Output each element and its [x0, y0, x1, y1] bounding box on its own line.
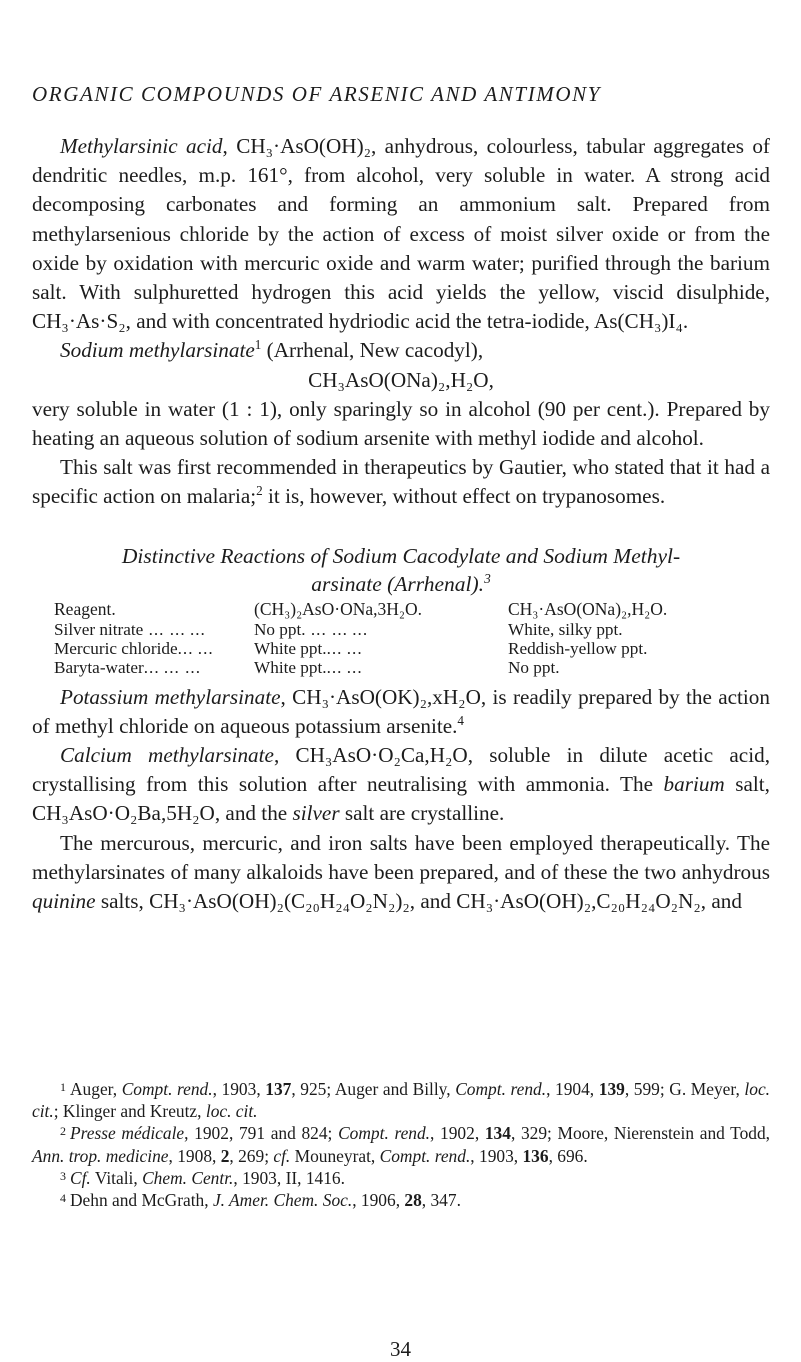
- paragraph-alkaloid-salts: [32, 829, 770, 917]
- table-row: [32, 639, 770, 658]
- body-text: [32, 132, 770, 916]
- table-cell: Baryta-water... ... ...: [54, 657, 201, 677]
- footnote: [32, 1189, 770, 1211]
- table-row: [32, 658, 770, 677]
- table-header-row: [32, 600, 770, 620]
- footnote-text: , 1906,: [352, 1190, 405, 1211]
- footnote-text: Mouneyrat,: [290, 1145, 380, 1166]
- salt-name: barium: [663, 772, 725, 797]
- paragraph-text: This salt was first recommended in therapeutics by Gautier, who stated that it had a specific action on malaria;: [32, 455, 770, 509]
- volume-number: 2: [220, 1145, 230, 1166]
- volume-number: 134: [484, 1123, 511, 1144]
- footnote: [32, 1122, 770, 1166]
- footnote-text: , 1903,: [212, 1079, 266, 1099]
- paragraph-text: salts, CH₃·AsO(OH)₂(C₂₀H₂₄O₂N₂)₂, and CH₃·AsO(OH)₂,C₂₀H₂₄O₂N₂, and: [95, 889, 742, 914]
- paragraph-methylarsinic-acid: [32, 132, 770, 336]
- citation-title: Cf.: [70, 1167, 91, 1188]
- paragraph-potassium-methylarsinate: [32, 683, 770, 741]
- citation-title: Compt. rend.: [455, 1079, 547, 1099]
- footnote-text: , 329; Moore, Nierenstein and Todd,: [510, 1123, 771, 1144]
- compound-name: Potassium methylarsinate: [60, 684, 281, 709]
- footnote-text: Vitali,: [90, 1167, 143, 1188]
- citation-title: Chem. Centr.: [142, 1167, 234, 1188]
- footnote-text: , 1902, 791 and 824;: [184, 1123, 339, 1144]
- footnote-text: , 925; Auger and Billy,: [291, 1079, 456, 1099]
- table-cell: Mercuric chloride... ...: [54, 638, 214, 658]
- paragraph-solubility: very soluble in water (1 : 1), only sparingly so in alcohol (90 per cent.). Prepared by heating an aqueous solution of sodium arsenite with methyl iodide and alcohol.: [32, 396, 770, 451]
- compound-name: Methylarsinic acid: [60, 134, 223, 158]
- footnote-text: , 347.: [421, 1190, 461, 1211]
- citation-title: Compt. rend.: [338, 1123, 431, 1144]
- paragraph-text: , CH₃·AsO(OH)₂, anhydrous, colourless, tabular aggregates of dendritic needles, m.p. 161°, from alcohol, very soluble in water. A strong acid decomposing carbonates and forming an ammonium salt. Prepared from methylarsenious chloride by the action of excess of moist silver oxide or from the oxide by oxidation with mercuric oxide and warm water; purified through the barium salt. With sulphuretted hydrogen this acid yields the yellow, viscid disulphide, CH₃·As·S₂, and with concentrated hydriodic acid the tetra-iodide, As(CH₃)I₄.: [32, 134, 770, 334]
- citation-title: loc. cit.: [205, 1101, 258, 1122]
- footnote-text: , 599; G. Meyer,: [624, 1079, 745, 1099]
- paragraph-text: , CH₃·AsO(OK)₂,xH₂O, is readily prepared by the action of methyl chloride on aqueous potassium arsenite.: [32, 684, 770, 738]
- page-number: 34: [390, 1337, 411, 1361]
- footnote-ref: 4: [457, 712, 464, 728]
- compound-name: Sodium methylarsinate: [60, 338, 255, 363]
- footnote-text: Dehn and McGrath,: [70, 1190, 213, 1211]
- footnote-number: 2: [60, 1124, 66, 1139]
- paragraph-therapeutics: [32, 453, 770, 511]
- table-cell: White, silky ppt.: [508, 619, 623, 639]
- footnote-ref: 3: [484, 570, 491, 586]
- table-cell: Reddish-yellow ppt.: [508, 638, 648, 658]
- footnote-text: ; Klinger and Kreutz,: [53, 1101, 206, 1122]
- footnote-text: , 1904,: [546, 1079, 599, 1099]
- salt-name: silver: [292, 801, 340, 826]
- paragraph-calcium-methylarsinate: [32, 741, 770, 829]
- footnote: [32, 1167, 770, 1189]
- paragraph-text: , CH₃AsO·O₂Ca,H₂O, soluble in dilute acetic acid, crystallising from this solution after neutralising with ammonia. The: [32, 743, 770, 797]
- footnote-number: 3: [60, 1168, 66, 1183]
- footnote-text: , 1908,: [168, 1145, 221, 1166]
- section-heading: [32, 542, 770, 598]
- formula-line: CH₃AsO(ONa)₂,H₂O,: [308, 367, 494, 392]
- volume-number: 28: [404, 1190, 422, 1211]
- volume-number: 139: [598, 1079, 625, 1099]
- heading-line-1: Distinctive Reactions of Sodium Cacodylate and Sodium Methyl-: [121, 543, 681, 568]
- column-header: (CH₃)₂AsO·ONa,3H₂O.: [254, 599, 423, 619]
- heading-line-2: arsinate (Arrhenal).: [311, 571, 485, 596]
- paragraph-sodium-methylarsinate: [32, 336, 770, 365]
- table-cell: White ppt.... ...: [254, 638, 363, 658]
- paragraph-text: salt are crystalline.: [339, 801, 505, 826]
- salt-name: quinine: [32, 889, 96, 914]
- citation-title: Ann. trop. medicine: [32, 1145, 169, 1166]
- footnote-ref: 1: [254, 337, 262, 353]
- footnote-number: 4: [60, 1191, 66, 1206]
- table-cell: White ppt.... ...: [254, 657, 363, 677]
- column-header: Reagent.: [54, 599, 116, 619]
- volume-number: 136: [522, 1145, 549, 1166]
- compound-name: Calcium methylarsinate: [60, 743, 274, 768]
- table-cell: Silver nitrate ... ... ...: [54, 619, 206, 639]
- citation-title: J. Amer. Chem. Soc.: [212, 1190, 353, 1211]
- footnote-text: , 1903,: [470, 1145, 523, 1166]
- paragraph-text: The mercurous, mercuric, and iron salts have been employed therapeutically. The methylarsinates of many alkaloids have been prepared, and of these the two anhydrous: [32, 830, 770, 884]
- paragraph-text: (Arrhenal, New cacodyl),: [261, 338, 484, 363]
- paragraph-text: it is, however, without effect on trypanosomes.: [262, 484, 666, 509]
- footnote-text: , 1903, II, 1416.: [233, 1167, 345, 1188]
- footnote-text: , 696.: [548, 1145, 588, 1166]
- volume-number: 137: [265, 1079, 292, 1099]
- table-row: [32, 620, 770, 639]
- footnote-ref: 2: [256, 483, 263, 499]
- footnote-number: 1: [60, 1080, 66, 1094]
- footnote-text: , 1902,: [430, 1123, 485, 1144]
- table-cell: No ppt. ... ... ...: [254, 619, 369, 639]
- citation-title: Compt. rend.: [121, 1079, 213, 1099]
- column-header: CH₃·AsO(ONa)₂,H₂O.: [508, 599, 668, 619]
- footnote: [32, 1078, 770, 1122]
- footnotes: [32, 1078, 770, 1211]
- citation-title: cf.: [273, 1145, 291, 1166]
- citation-title: loc. cit.: [32, 1079, 771, 1122]
- running-head: ORGANIC COMPOUNDS OF ARSENIC AND ANTIMONY: [32, 82, 602, 106]
- reactions-table: [32, 600, 770, 677]
- citation-title: Compt. rend.: [379, 1145, 471, 1166]
- table-cell: No ppt.: [508, 657, 560, 677]
- paragraph-text: salt, CH₃AsO·O₂Ba,5H₂O, and the: [32, 772, 770, 826]
- footnote-text: Auger,: [70, 1079, 122, 1099]
- footnote-text: , 269;: [229, 1145, 274, 1166]
- citation-title: Presse médicale: [70, 1123, 185, 1144]
